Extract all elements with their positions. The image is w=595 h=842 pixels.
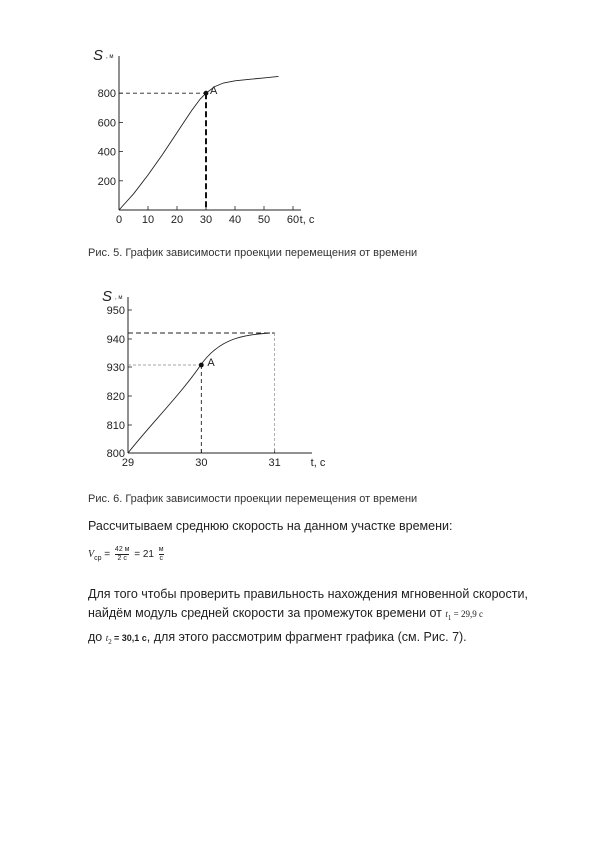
x-tick-label: 40 <box>228 214 242 226</box>
velocity-subscript: ср <box>94 555 102 563</box>
point-a-label: A <box>210 85 218 98</box>
x-tick-label: 31 <box>268 457 281 469</box>
paragraph-instant-speed-check <box>88 585 548 652</box>
paragraph-line-3 <box>88 628 548 652</box>
point-a <box>199 363 204 368</box>
paragraph-line-3-prefix: до <box>88 629 103 644</box>
chart-fig5 <box>93 47 315 226</box>
y-tick-label: 800 <box>97 88 116 101</box>
y-axis-label: S <box>93 47 104 64</box>
t2-symbol: t <box>105 632 109 643</box>
point-a-label: A <box>207 357 215 369</box>
t2-value: = 30,1 с <box>114 632 147 643</box>
t2-expression <box>105 632 147 646</box>
paragraph-line-2 <box>88 604 548 628</box>
y-axis-label-unit: , м <box>115 295 123 301</box>
paragraph-average-speed: Рассчитываем среднюю скорость на данном участке времени: <box>88 519 453 533</box>
y-tick-label: 820 <box>106 391 125 403</box>
velocity-symbol: V <box>88 549 95 561</box>
y-tick-label: 940 <box>106 334 125 346</box>
paragraph-line-2-text: найдём модуль средней скорости за промежуток времени от <box>88 606 442 620</box>
fraction-numerator: 42 м <box>114 546 130 553</box>
t1-expression <box>445 609 483 622</box>
y-axis-label: S <box>102 288 113 305</box>
figure-6-caption: Рис. 6. График зависимости проекции перемещения от времени <box>88 493 418 505</box>
y-axis-label-unit: , м <box>106 54 114 60</box>
paragraph-line-3-suffix: , для этого рассмотрим фрагмент графика (см. Рис. 7). <box>146 629 467 644</box>
figure-5-caption: Рис. 5. График зависимости проекции перемещения от времени <box>88 247 418 259</box>
x-tick-label: 10 <box>141 214 155 226</box>
fraction-distance-time <box>115 546 130 563</box>
t1-value: = 29,9 с <box>453 609 483 619</box>
t1-subscript: 1 <box>447 613 452 622</box>
x-tick-label: 20 <box>170 214 184 226</box>
paragraph-line-1: Для того чтобы проверить правильность нахождения мгновенной скорости, <box>88 587 528 601</box>
unit-denominator: с <box>159 555 163 562</box>
y-tick-label: 400 <box>97 146 116 159</box>
series-line <box>128 333 270 453</box>
y-tick-label: 200 <box>97 175 116 188</box>
fraction-unit <box>159 546 164 563</box>
x-tick-label: 0 <box>115 214 123 226</box>
y-tick-label: 810 <box>106 420 125 432</box>
y-tick-label: 600 <box>97 117 116 130</box>
chart-fig6 <box>102 288 326 469</box>
point-a <box>204 91 209 96</box>
x-axis-label: t, c <box>310 457 326 469</box>
y-tick-label: 950 <box>106 305 125 317</box>
fraction-denominator: 2 с <box>117 555 127 562</box>
x-tick-label: 60 <box>286 214 300 226</box>
x-tick-label: 30 <box>199 214 213 226</box>
average-velocity-formula <box>88 546 166 563</box>
result-value: = 21 <box>134 549 154 561</box>
series-line <box>119 76 279 210</box>
x-tick-label: 30 <box>195 457 208 469</box>
y-tick-label: 800 <box>106 448 125 460</box>
equals-sign: = <box>104 549 111 561</box>
x-axis-label: t, c <box>299 214 315 226</box>
x-tick-label: 29 <box>121 457 135 469</box>
t2-subscript: 2 <box>108 637 112 646</box>
y-tick-label: 930 <box>106 362 125 374</box>
t1-symbol: t <box>445 609 448 619</box>
x-tick-label: 50 <box>257 214 271 226</box>
unit-numerator: м <box>158 546 164 553</box>
